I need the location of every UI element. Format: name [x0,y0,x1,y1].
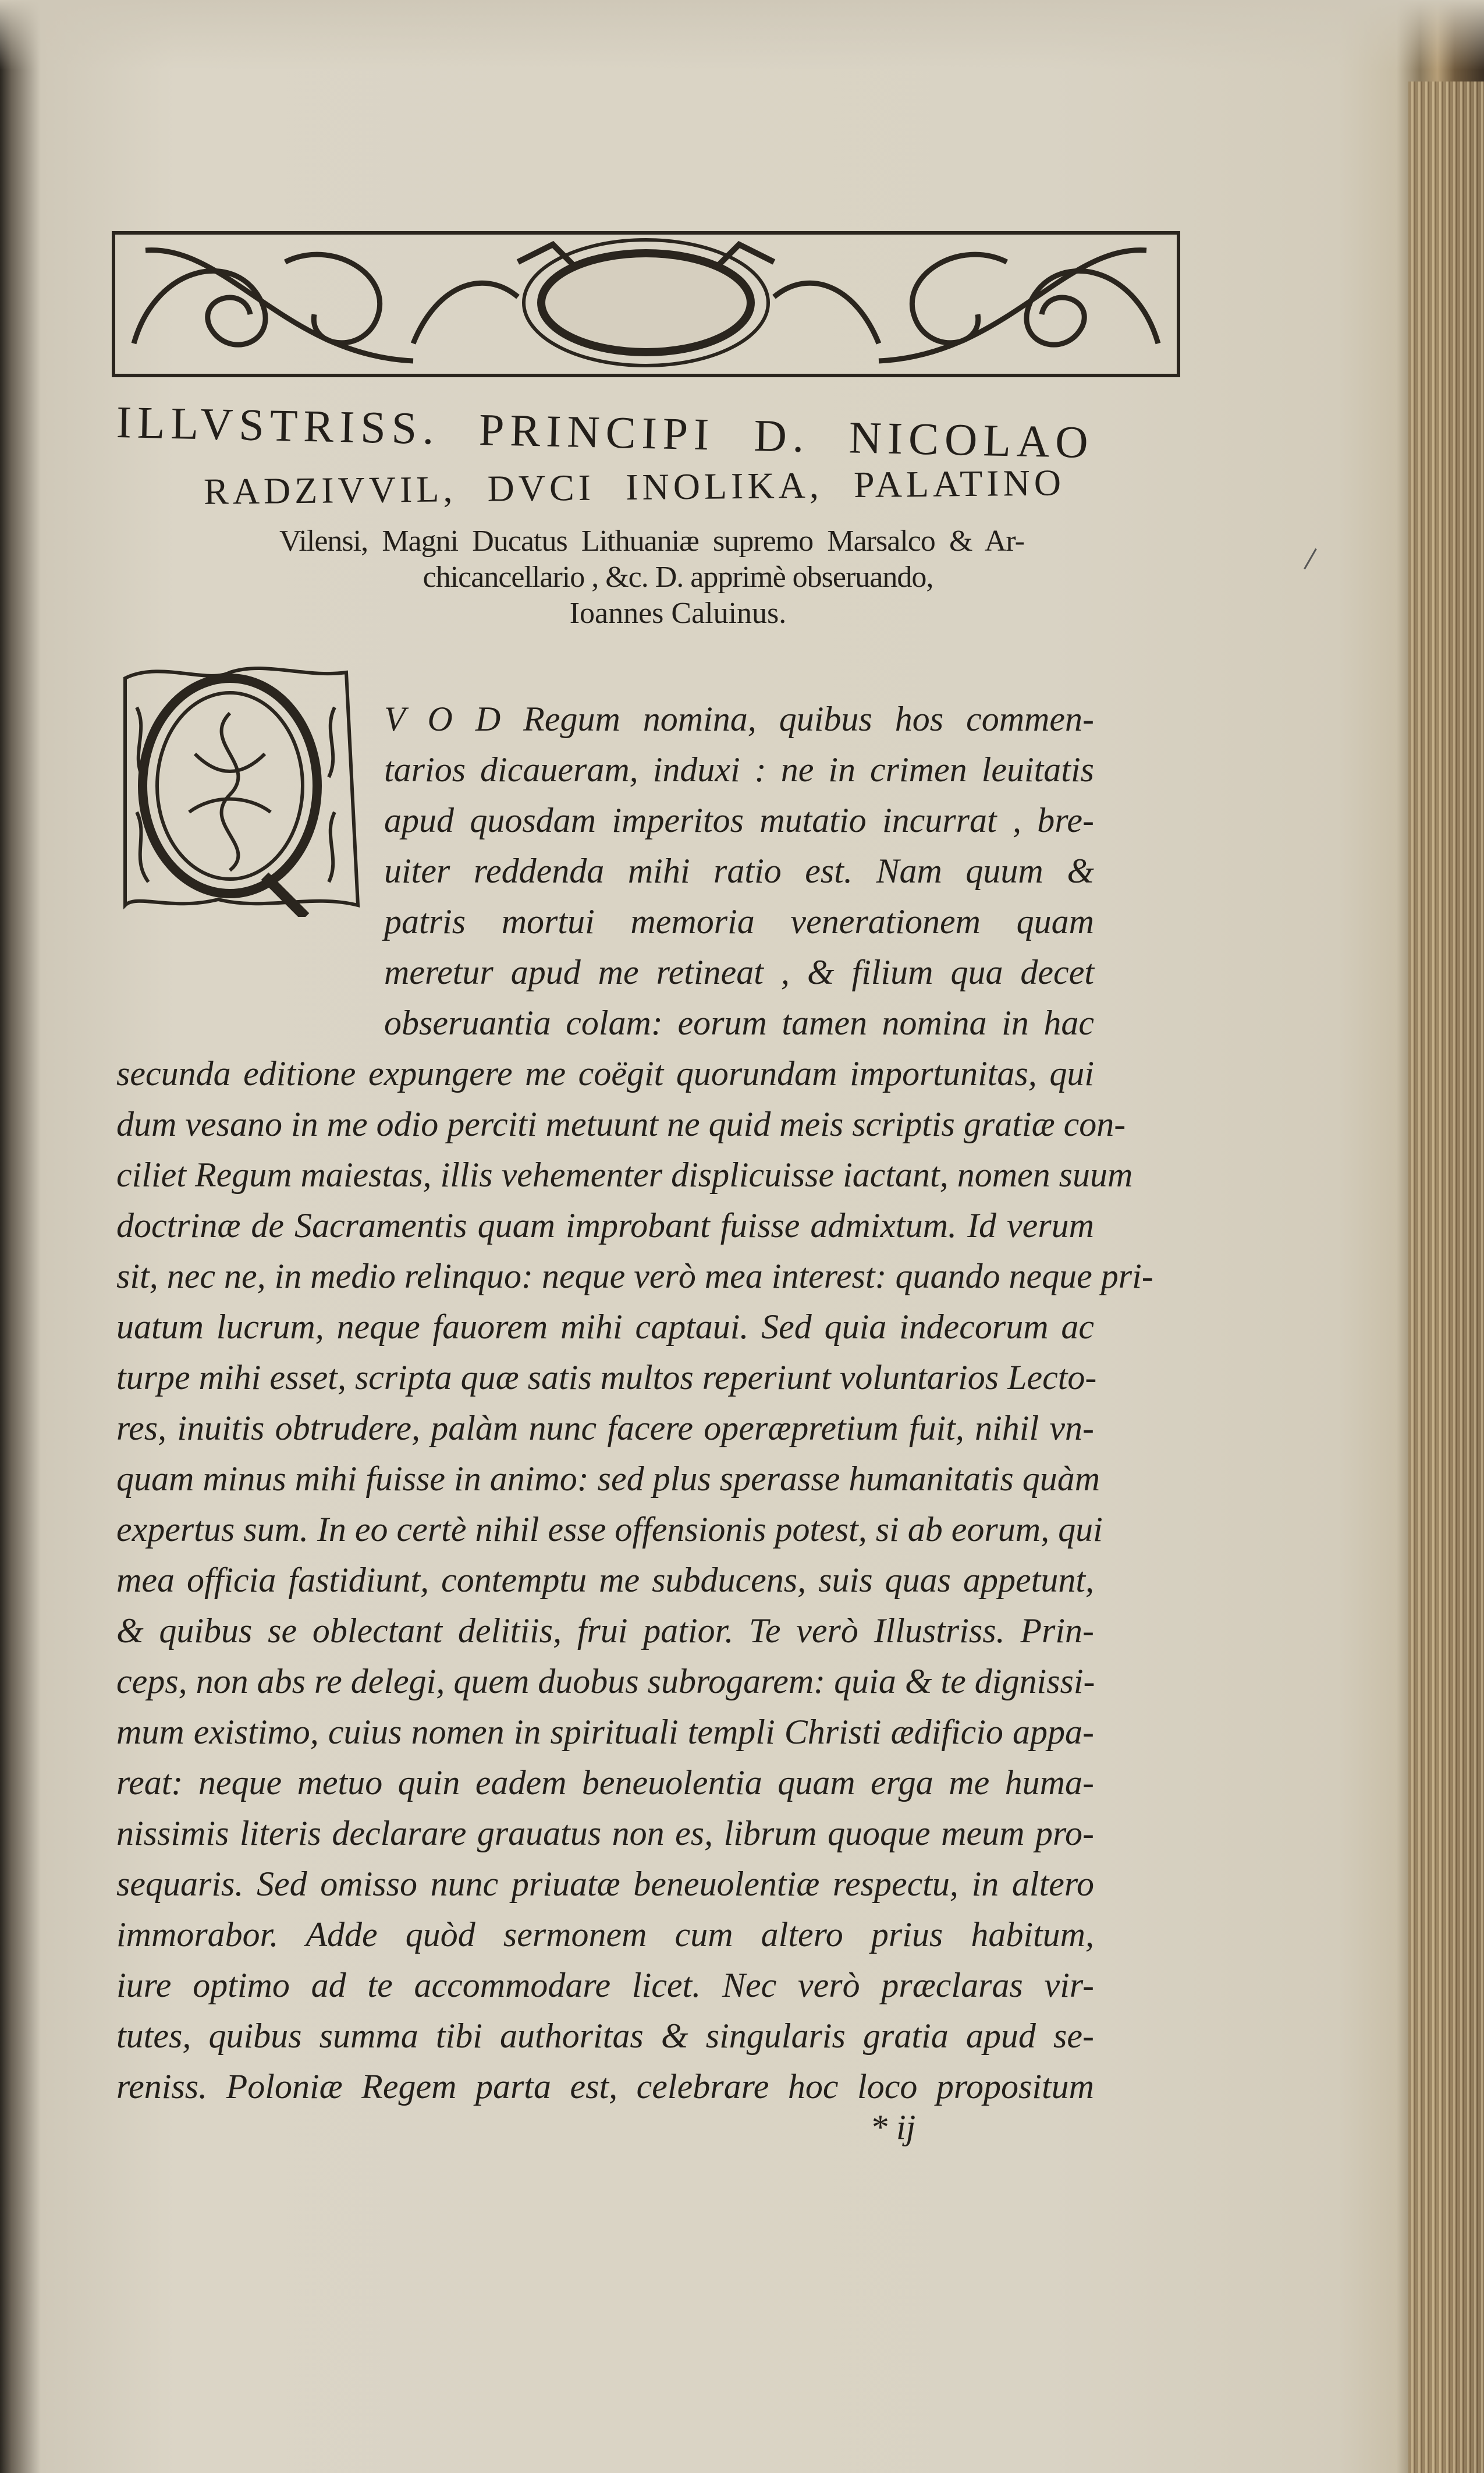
text-line: & quibus se oblectant delitiis, frui patior. Te verò Illustriss. Prin- [116,1611,1094,1650]
text-line: reat: neque metuo quin eadem beneuolentia quam erga me huma- [116,1763,1094,1802]
text-line: tutes, quibus summa tibi authoritas & singularis gratia apud se- [116,2017,1094,2055]
decorated-initial-q [113,661,370,917]
text-line: sit, nec ne, in medio relinquo: neque verò mea interest: quando neque pri- [116,1257,1153,1295]
text-line: expertus sum. In eo certè nihil esse offensionis potest, si ab eorum, qui [116,1510,1103,1549]
text-line: dum vesano in me odio perciti metuunt ne quid meis scriptis gratiæ con- [116,1105,1126,1143]
text-line: reniss. Poloniæ Regem parta est, celebrare hoc loco propositum [116,2067,1094,2106]
text-line: uiter reddenda mihi ratio est. Nam quum & [384,852,1094,890]
text-line: V O D Regum nomina, quibus hos commen- [384,700,1094,738]
signature-mark: * ij [870,2108,916,2146]
page-shadow [0,0,1484,70]
text-line: obseruantia colam: eorum tamen nomina in hac [384,1004,1094,1042]
text-line: ceps, non abs re delegi, quem duobus subrogarem: quia & te dignissi- [116,1662,1095,1700]
text-line: mum existimo, cuius nomen in spirituali templi Christi ædificio appa- [116,1713,1094,1751]
text-line: sequaris. Sed omisso nunc priuatæ beneuolentiæ respectu, in altero [116,1865,1094,1903]
text-line: doctrinæ de Sacramentis quam improbant fuisse admixtum. Id verum [116,1206,1094,1245]
text-line: turpe mihi esset, scripta quæ satis multos reperiunt voluntarios Lecto- [116,1358,1097,1397]
text-line: tarios dicaueram, induxi : ne in crimen leuitatis [384,750,1094,789]
text-line: mea officia fastidiunt, contemptu me subducens, suis quas appetunt, [116,1561,1094,1599]
text-line: uatum lucrum, neque fauorem mihi captaui. Sed quia indecorum ac [116,1308,1094,1346]
text-line: iure optimo ad te accommodare licet. Nec verò præclaras vir- [116,1966,1094,2004]
text-line: immorabor. Adde quòd sermonem cum altero prius habitum, [116,1915,1094,1954]
text-line: patris mortui memoria venerationem quam [384,902,1094,941]
text-line: secunda editione expungere me coëgit quorundam importunitas, qui [116,1054,1094,1093]
text-line: apud quosdam imperitos mutatio incurrat , bre- [384,801,1094,839]
dedication-title-line-3: Vilensi, Magni Ducatus Lithuaniæ supremo Marsalco & Ar- [279,525,1024,558]
text-line: nissimis literis declarare grauatus non es, librum quoque meum pro- [116,1814,1094,1852]
text-line: res, inuitis obtrudere, palàm nunc facere operæpretium fuit, nihil vn- [116,1409,1094,1447]
dedication-title-line-1: ILLVSTRISS. PRINCIPI D. NICOLAO [116,396,1095,468]
page-edges [1408,82,1484,2473]
text-line: meretur apud me retineat , & filium qua decet [384,953,1094,991]
dedication-title-line-2: RADZIVVIL, DVCI INOLIKA, PALATINO [203,462,1066,512]
ornamental-headpiece [111,227,1181,381]
dedication-author: Ioannes Caluinus. [569,597,787,630]
text-line: quam minus mihi fuisse in animo: sed plus sperasse humanitatis quàm [116,1459,1100,1498]
dedication-title-line-4: chicancellario , &c. D. apprimè obseruando, [423,561,933,594]
drop-cap-letter: Q [229,812,230,813]
text-line: ciliet Regum maiestas, illis vehementer displicuisse iactant, nomen suum [116,1156,1133,1194]
